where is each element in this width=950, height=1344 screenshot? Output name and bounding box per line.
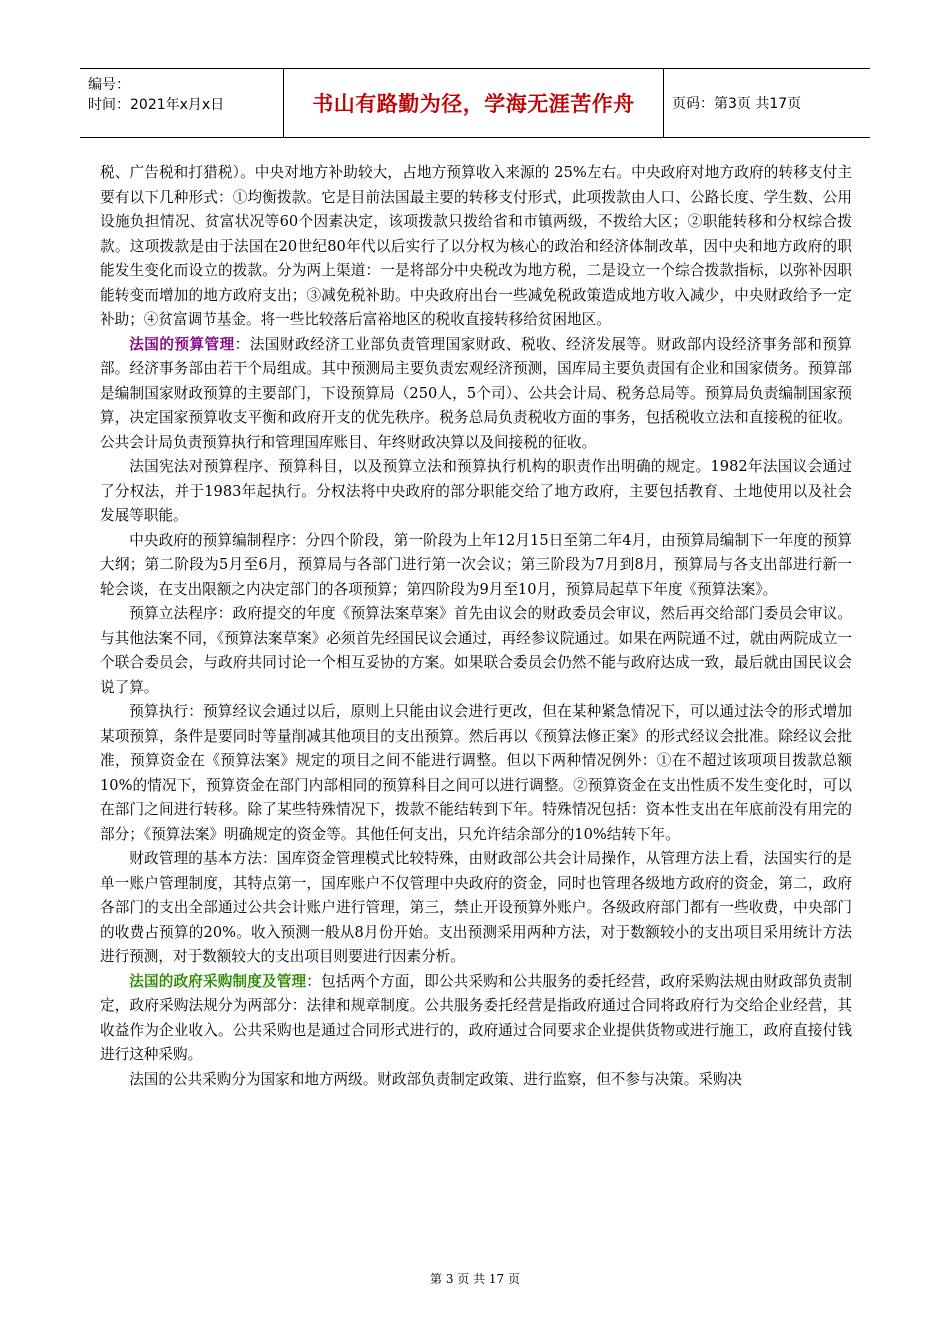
document-time-label: 时间：2021年x月x日	[88, 97, 225, 113]
paragraph-3	[100, 455, 852, 529]
paragraph-text: ：包括两个方面，即公共采购和公共服务的委托经营，政府采购法规由财政部负责制定，政府采购法规分为两部分：法律和规章制度。公共服务委托经营是指政府通过合同将政府行为交给企业经营，其收益作为企业收入。公共采购也是通过合同形式进行的，政府通过合同要求企业提供货物或进行施工，政府直接付钱进行这种采购。	[100, 972, 852, 1063]
paragraph-text: 法国的公共采购分为国家和地方两级。财政部负责制定政策、进行监察，但不参与决策。采购决	[129, 1070, 743, 1088]
paragraph-5	[100, 602, 852, 700]
document-body	[100, 161, 852, 1092]
paragraph-2	[100, 333, 852, 456]
paragraph-8	[100, 970, 852, 1068]
page-footer: 第 3 页 共 17 页	[430, 1272, 520, 1286]
paragraph-1	[100, 161, 852, 333]
section-heading-budget-management: 法国的预算管理	[129, 335, 235, 353]
paragraph-text: ：法国财政经济工业部负责管理国家财政、税收、经济发展等。财政部内设经济事务部和预算部。经济事务部由若干个局组成。其中预测局主要负责宏观经济预测，国库局主要负责国有企业和国家债务。预算部是编制国家财政预算的主要部门，下设预算局（250人，5个司）、公共会计局、税务总局等。预算局负责编制国家预算，决定国家预算收支平衡和政府开支的优先秩序。税务总局负责税收方面的事务，包括税收立法和直接税的征收。公共会计局负责预算执行和管理国库账目、年终财政决算以及间接税的征收。	[100, 335, 852, 451]
paragraph-7	[100, 847, 852, 970]
paragraph-text: 预算执行：预算经议会通过以后，原则上只能由议会进行更改，但在某种紧急情况下，可以通过法令的形式增加某项预算，条件是要同时等量削减其他项目的支出预算。然后再以《预算法修正案》的形式经议会批准。除经议会批准，预算资金在《预算法案》规定的项目之间不能进行调整。但以下两种情况例外：①在不超过该项项目拨款总额10%的情况下，预算资金在部门内部相同的预算科目之间可以进行调整。②预算资金在支出性质不发生变化时，可以在部门之间进行转移。除了某些特殊情况下，拨款不能结转到下年。特殊情况包括：资本性支出在年底前没有用完的部分；《预算法案》明确规定的资金等。其他任何支出，只允许结余部分的10%结转下年。	[100, 703, 852, 843]
paragraph-9	[100, 1068, 852, 1093]
section-heading-procurement: 法国的政府采购制度及管理	[129, 972, 307, 990]
paragraph-text: 法国宪法对预算程序、预算科目，以及预算立法和预算执行机构的职责作出明确的规定。1982年法国议会通过了分权法，并于1983年起执行。分权法将中央政府的部分职能交给了地方政府，主要包括教育、土地使用以及社会发展等职能。	[100, 458, 852, 524]
paragraph-text: 税、广告税和打猎税）。中央对地方补助较大，占地方预算收入来源的 25%左右。中央政府对地方政府的转移支付主要有以下几种形式：①均衡拨款。它是目前法国最主要的转移支付形式，此项拨款由人口、公路长度、学生数、公用设施负担情况、贫富状况等60个因素决定，该项拨款只拨给省和市镇两级，不拨给大区；②职能转移和分权综合拨款。这项拨款是由于法国在20世纪80年代以后实行了以分权为核心的政治和经济体制改革，因中央和地方政府的职能发生变化而设立的拨款。分为两上渠道：一是将部分中央税改为地方税，二是设立一个综合拨款指标，以弥补因职能转变而增加的地方政府支出；③减免税补助。中央政府出台一些减免税政策造成地方收入减少，中央财政给予一定补助；④贫富调节基金。将一些比较落后富裕地区的税收直接转移给贫困地区。	[100, 164, 852, 328]
header-page-info: 页码：第3页 共17页	[672, 96, 802, 112]
paragraph-text: 财政管理的基本方法：国库资金管理模式比较特殊，由财政部公共会计局操作，从管理方法上看，法国实行的是单一账户管理制度，其特点第一，国库账户不仅管理中央政府的资金，同时也管理各级地方政府的资金，第二，政府各部门的支出全部通过公共会计账户进行管理，第三，禁止开设预算外账户。各级政府部门都有一些收费，中央部门的收费占预算的20%。收入预测一般从8月份开始。支出预测采用两种方法，对于数额较小的支出项目采用统计方法进行预测，对于数额较大的支出项目则要进行因素分析。	[100, 850, 852, 965]
paragraph-6	[100, 700, 852, 847]
header-meta	[80, 69, 284, 137]
paragraph-4	[100, 529, 852, 603]
paragraph-text: 预算立法程序：政府提交的年度《预算法案草案》首先由议会的财政委员会审议，然后再交给部门委员会审议。与其他法案不同，《预算法案草案》必须首先经国民议会通过，再经参议院通过。如果在两院通不过，就由两院成立一个联合委员会，与政府共同讨论一个相互妥协的方案。如果联合委员会仍然不能与政府达成一致，最后就由国民议会说了算。	[100, 605, 852, 696]
page-header	[80, 68, 870, 138]
document-number-label: 编号：	[88, 77, 130, 93]
header-motto: 书山有路勤为径，学海无涯苦作舟	[284, 69, 664, 137]
paragraph-text: 中央政府的预算编制程序：分四个阶段，第一阶段为上年12月15日至第二年4月，由预算局编制下一年度的预算大纲；第二阶段为5月至6月，预算局与各部门进行第一次会议；第三阶段为7月到8月，预算局与各支出部进行新一轮会谈，在支出限额之内决定部门的各项预算；第四阶段为9月至10月，预算局起草下年度《预算法案》。	[100, 531, 852, 598]
